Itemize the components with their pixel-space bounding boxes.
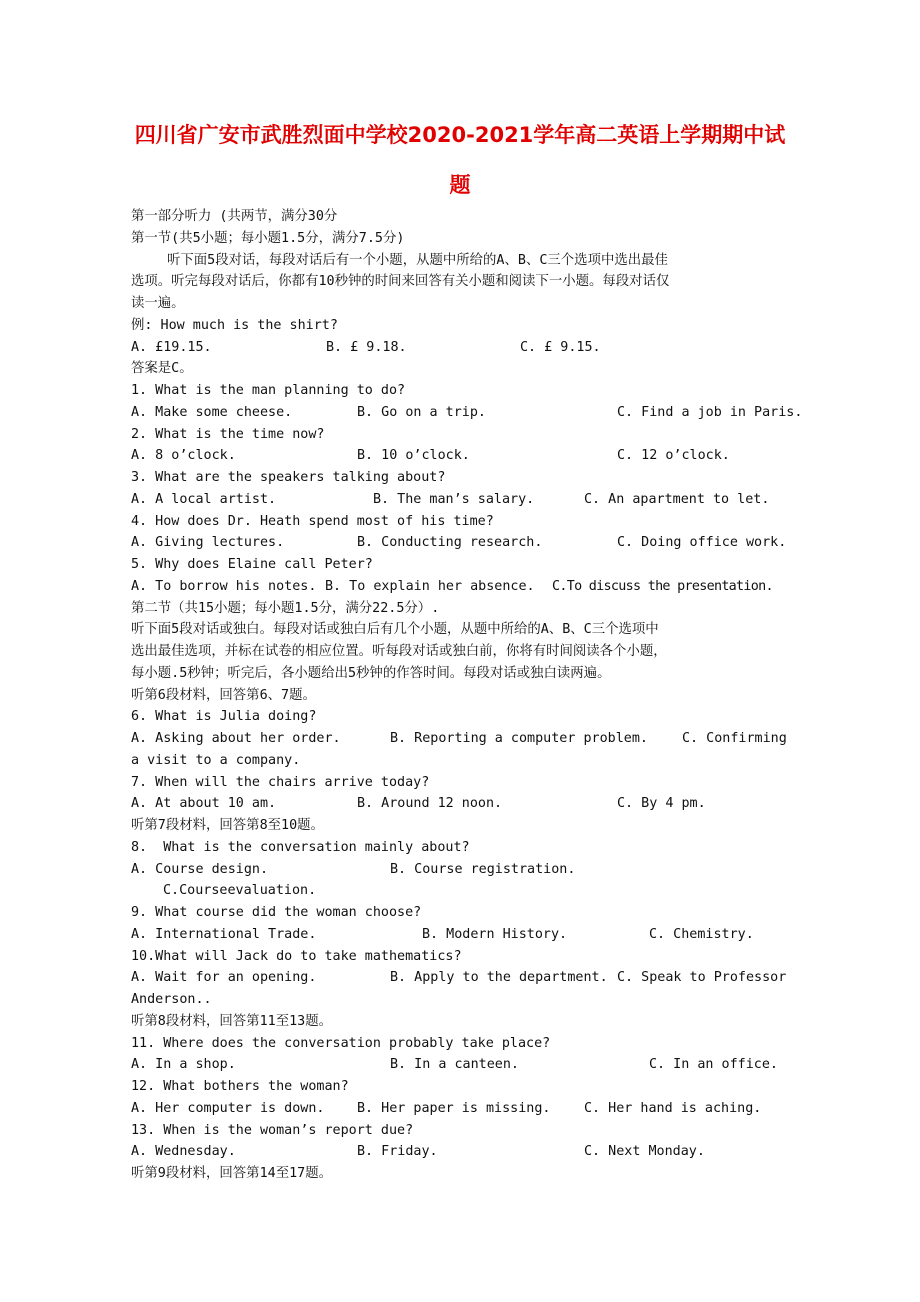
material-7-heading: 听第7段材料，回答第8至10题。 xyxy=(131,818,324,833)
option-a: A. At about 10 am. xyxy=(131,796,277,812)
question-2-options xyxy=(131,445,793,467)
question-1: 1. What is the man planning to do? xyxy=(131,383,406,398)
option-c: C. Doing office work. xyxy=(617,535,787,551)
option-a: A. Her computer is down. xyxy=(131,1100,325,1116)
example-question: 例: How much is the shirt? xyxy=(131,317,338,333)
question-7-options xyxy=(131,793,793,815)
option-a: A. International Trade. xyxy=(131,926,317,942)
question-4-options xyxy=(131,532,793,554)
question-11-options xyxy=(131,1054,793,1076)
question-6-options xyxy=(131,728,793,750)
option-c: C. Chemistry. xyxy=(649,926,754,942)
option-a: A. £19.15. xyxy=(131,339,212,355)
question-1-options xyxy=(131,402,803,424)
option-b: B. Conducting research. xyxy=(357,535,543,551)
section1-instruction: 选项。听完每段对话后，你都有10秒钟的时间来回答有关小题和阅读下一小题。每段对话仅 xyxy=(131,274,670,290)
question-8: 8. What is the conversation mainly about? xyxy=(131,839,470,855)
document-body xyxy=(131,206,803,1185)
section1-heading: 第一节(共5小题；每小题1.5分，满分7.5分) xyxy=(131,230,405,246)
question-4: 4. How does Dr. Heath spend most of his time? xyxy=(131,513,494,529)
question-5-options xyxy=(131,576,793,598)
part1-heading: 第一部分听力 (共两节，满分30分 xyxy=(131,209,338,224)
option-b: B. £ 9.18. xyxy=(326,339,407,355)
question-13: 13. When is the woman’s report due? xyxy=(131,1122,414,1138)
question-6: 6. What is Julia doing? xyxy=(131,709,317,725)
example-options xyxy=(131,337,793,359)
question-9-options xyxy=(131,924,793,946)
option-a: A. 8 o’clock. xyxy=(131,448,236,464)
option-c: C. Speak to Professor xyxy=(617,970,787,986)
example-answer: 答案是C。 xyxy=(131,361,193,377)
question-2: 2. What is the time now? xyxy=(131,426,325,442)
option-c: C. Her hand is aching. xyxy=(584,1100,762,1116)
question-8-option-c: C.Courseevaluation. xyxy=(163,883,317,899)
question-12-options xyxy=(131,1098,793,1120)
question-13-options xyxy=(131,1141,793,1163)
option-c: C. An apartment to let. xyxy=(584,491,770,507)
option-c: C.To discuss the presentation. xyxy=(552,578,773,594)
option-b: B. Course registration. xyxy=(390,861,576,877)
option-c: C. In an office. xyxy=(649,1057,778,1073)
option-c: C. Confirming xyxy=(682,731,787,746)
option-a: A. In a shop. xyxy=(131,1057,236,1073)
section2-instruction: 选出最佳选项，并标在试卷的相应位置。听每段对话或独白前，你将有时间阅读各个小题， xyxy=(131,644,667,659)
option-b: B. Modern History. xyxy=(422,926,568,942)
option-b: B. 10 o’clock. xyxy=(357,448,470,464)
question-9: 9. What course did the woman choose? xyxy=(131,905,422,920)
option-c: C. £ 9.15. xyxy=(520,339,601,355)
option-a: A. Asking about her order. xyxy=(131,731,341,746)
option-c: C. By 4 pm. xyxy=(617,796,706,812)
question-10-options xyxy=(131,967,793,989)
question-11: 11. Where does the conversation probably take place? xyxy=(131,1035,551,1051)
option-a: A. A local artist. xyxy=(131,491,277,507)
question-3: 3. What are the speakers talking about? xyxy=(131,470,446,485)
option-a: A. Course design. xyxy=(131,861,269,877)
material-6-heading: 听第6段材料，回答第6、7题。 xyxy=(131,687,316,703)
option-a: A. Make some cheese. xyxy=(131,404,293,420)
option-b: B. Apply to the department. xyxy=(390,970,608,986)
option-c: C. 12 o’clock. xyxy=(617,448,730,464)
section2-heading: 第二节（共15小题；每小题1.5分，满分22.5分）. xyxy=(131,600,440,616)
option-b: B. Around 12 noon. xyxy=(357,796,503,812)
section1-instruction: 读一遍。 xyxy=(131,296,185,311)
question-12: 12. What bothers the woman? xyxy=(131,1079,349,1094)
section1-instruction: 听下面5段对话，每段对话后有一个小题，从题中所给的A、B、C三个选项中选出最佳 xyxy=(167,252,668,268)
option-a: A. Wait for an opening. xyxy=(131,970,317,986)
option-a: A. To borrow his notes. xyxy=(131,578,317,594)
question-10-option-c-continued: Anderson.. xyxy=(131,992,212,1007)
option-c: C. Find a job in Paris. xyxy=(617,404,803,420)
option-c: C. Next Monday. xyxy=(584,1144,705,1160)
section2-instruction: 每小题.5秒钟；听完后，各小题给出5秒钟的作答时间。每段对话或独白读两遍。 xyxy=(131,665,611,681)
question-5: 5. Why does Elaine call Peter? xyxy=(131,557,373,572)
question-3-options xyxy=(131,489,793,511)
option-a: A. Wednesday. xyxy=(131,1144,236,1160)
option-b: B. In a canteen. xyxy=(390,1057,519,1073)
question-10: 10.What will Jack do to take mathematics? xyxy=(131,948,462,964)
option-b: B. The man’s salary. xyxy=(373,491,535,507)
document-title-line1: 四川省广安市武胜烈面中学校2020-2021学年高二英语上学期期中试 xyxy=(134,123,786,147)
option-b: B. To explain her absence. xyxy=(325,578,535,594)
section2-instruction: 听下面5段对话或独白。每段对话或独白后有几个小题，从题中所给的A、B、C三个选项中 xyxy=(131,622,659,638)
question-8-options xyxy=(131,859,793,881)
option-b: B. Reporting a computer problem. xyxy=(390,731,648,746)
option-b: B. Her paper is missing. xyxy=(357,1100,551,1116)
material-9-heading: 听第9段材料，回答第14至17题。 xyxy=(131,1166,332,1181)
question-6-option-c-continued: a visit to a company. xyxy=(131,752,301,768)
option-a: A. Giving lectures. xyxy=(131,535,285,551)
option-b: B. Go on a trip. xyxy=(357,404,486,420)
document-title-line2: 题 xyxy=(449,173,471,197)
question-7: 7. When will the chairs arrive today? xyxy=(131,774,430,790)
option-b: B. Friday. xyxy=(357,1144,438,1160)
material-8-heading: 听第8段材料，回答第11至13题。 xyxy=(131,1013,332,1029)
